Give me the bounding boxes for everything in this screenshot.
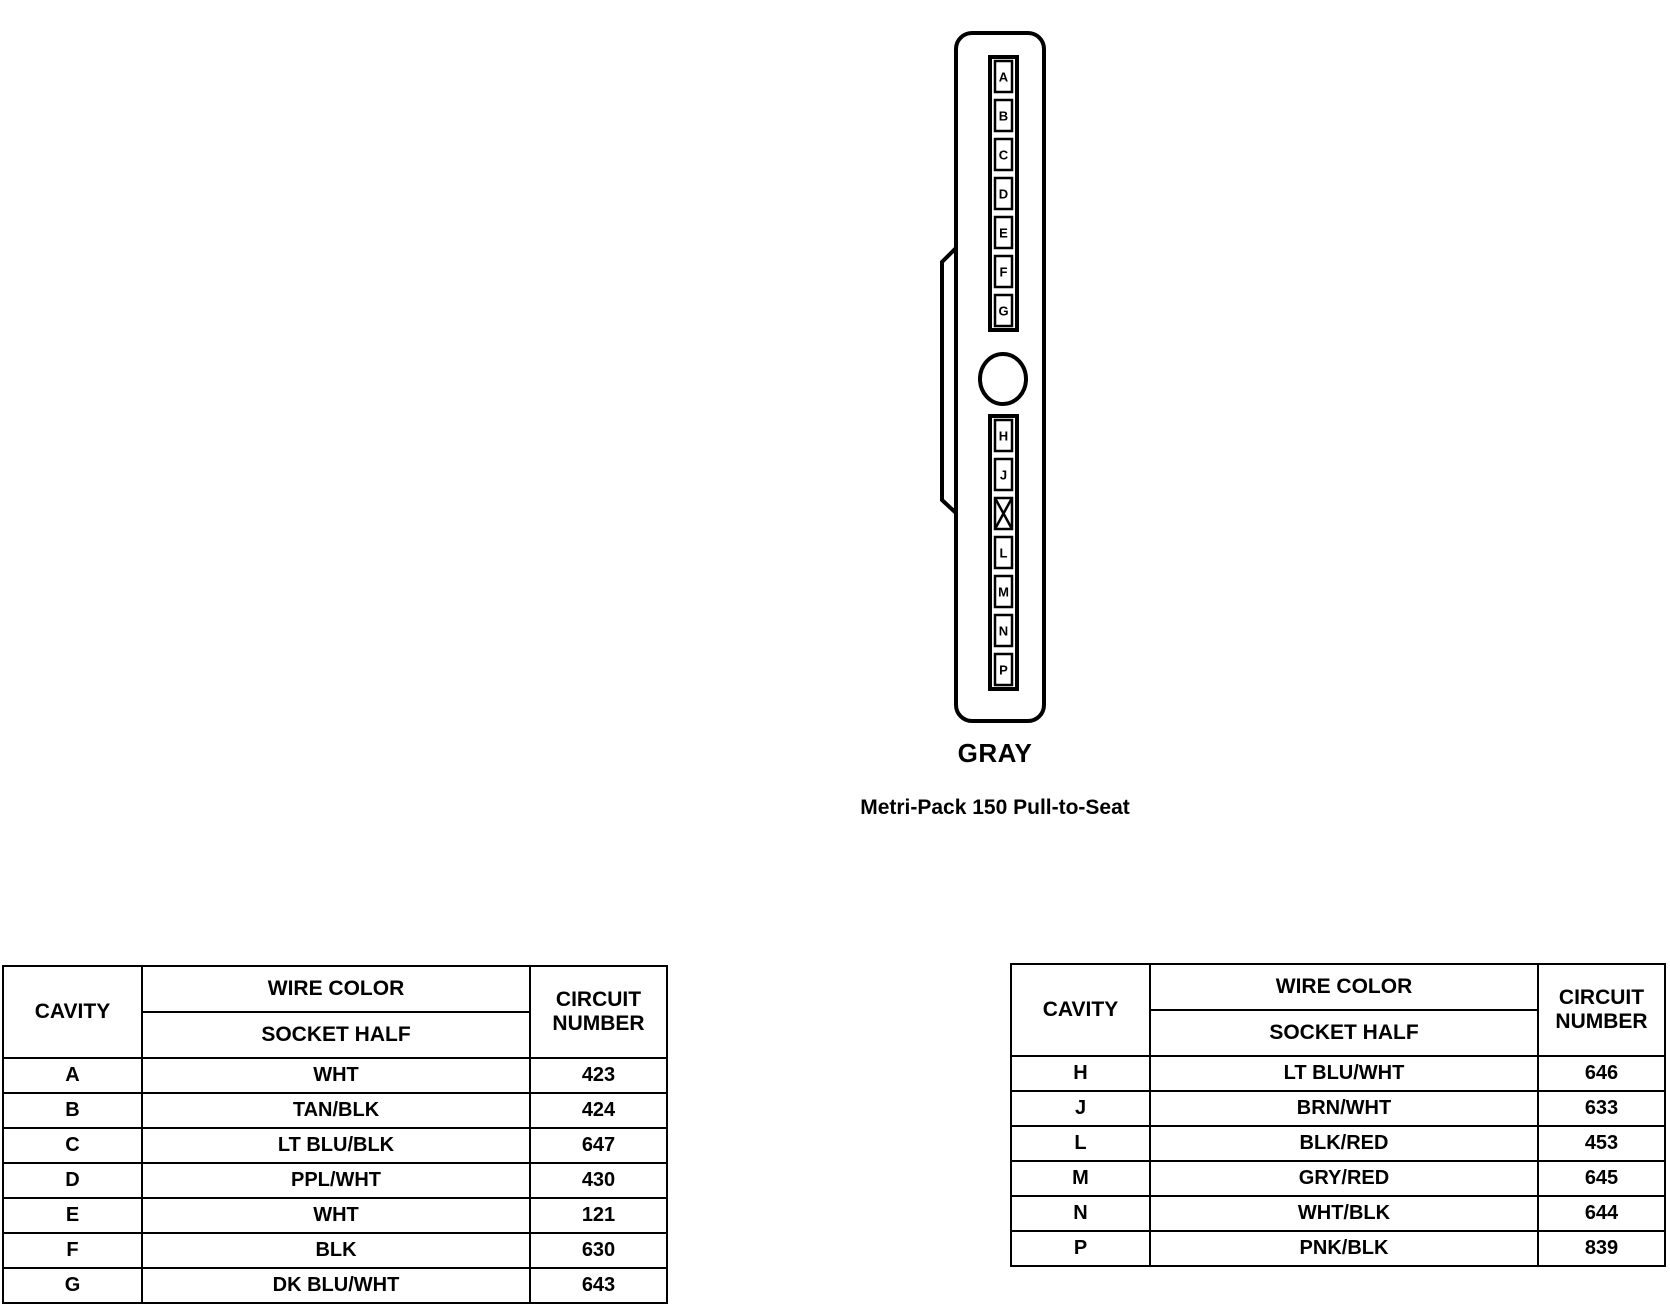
cell-wire-color: WHT bbox=[142, 1058, 530, 1093]
cell-cavity: P bbox=[1011, 1231, 1150, 1266]
cell-circuit: 453 bbox=[1538, 1126, 1665, 1161]
cell-circuit: 644 bbox=[1538, 1196, 1665, 1231]
table-row bbox=[3, 1198, 667, 1233]
table-row bbox=[3, 1128, 667, 1163]
cell-cavity: H bbox=[1011, 1056, 1150, 1091]
header-cavity: CAVITY bbox=[3, 966, 142, 1058]
header-cavity: CAVITY bbox=[1011, 964, 1150, 1056]
cavity-label: B bbox=[998, 108, 1009, 124]
table-row bbox=[1011, 1126, 1665, 1161]
cavity-label: C bbox=[998, 147, 1009, 163]
cell-circuit: 646 bbox=[1538, 1056, 1665, 1091]
lower-cavity-column bbox=[990, 416, 1017, 689]
pinout-table-lower bbox=[1010, 963, 1666, 1267]
cavity-label: G bbox=[998, 303, 1009, 319]
cell-cavity: G bbox=[3, 1268, 142, 1303]
header-socket-half: SOCKET HALF bbox=[142, 1012, 530, 1058]
cell-cavity: L bbox=[1011, 1126, 1150, 1161]
cell-cavity: E bbox=[3, 1198, 142, 1233]
cell-cavity: N bbox=[1011, 1196, 1150, 1231]
cell-cavity: D bbox=[3, 1163, 142, 1198]
table-row bbox=[1011, 1196, 1665, 1231]
table-row bbox=[3, 1268, 667, 1303]
table-row bbox=[3, 1093, 667, 1128]
header-circuit-number bbox=[530, 966, 667, 1058]
cavity-label: J bbox=[999, 467, 1008, 483]
cell-cavity: A bbox=[3, 1058, 142, 1093]
cell-circuit: 633 bbox=[1538, 1091, 1665, 1126]
pinout-table-upper bbox=[2, 965, 668, 1304]
connector-color-label: GRAY bbox=[957, 738, 1033, 768]
cavity-label: P bbox=[999, 662, 1008, 678]
cell-wire-color: LT BLU/BLK bbox=[142, 1128, 530, 1163]
cell-wire-color: PNK/BLK bbox=[1150, 1231, 1538, 1266]
cell-cavity: B bbox=[3, 1093, 142, 1128]
cell-wire-color: DK BLU/WHT bbox=[142, 1268, 530, 1303]
cell-circuit: 121 bbox=[530, 1198, 667, 1233]
cavity-label: N bbox=[998, 623, 1009, 639]
cell-wire-color: PPL/WHT bbox=[142, 1163, 530, 1198]
cell-circuit: 423 bbox=[530, 1058, 667, 1093]
cell-circuit: 645 bbox=[1538, 1161, 1665, 1196]
header-circuit-line1: CIRCUIT bbox=[1558, 986, 1645, 1009]
cell-wire-color: WHT/BLK bbox=[1150, 1196, 1538, 1231]
cell-wire-color: BLK/RED bbox=[1150, 1126, 1538, 1161]
table-row bbox=[1011, 1231, 1665, 1266]
connector-latch bbox=[942, 248, 956, 513]
cavity-label: D bbox=[998, 186, 1009, 202]
table-row bbox=[3, 1163, 667, 1198]
cell-wire-color: WHT bbox=[142, 1198, 530, 1233]
cell-cavity: F bbox=[3, 1233, 142, 1268]
cavity-label: E bbox=[999, 225, 1008, 241]
cell-circuit: 424 bbox=[530, 1093, 667, 1128]
header-circuit-line2: NUMBER bbox=[1555, 1010, 1648, 1033]
header-wire-color: WIRE COLOR bbox=[1150, 964, 1538, 1010]
header-circuit-line2: NUMBER bbox=[552, 1012, 645, 1035]
cell-wire-color: LT BLU/WHT bbox=[1150, 1056, 1538, 1091]
table-row bbox=[1011, 1056, 1665, 1091]
header-wire-color: WIRE COLOR bbox=[142, 966, 530, 1012]
cavity-label: M bbox=[998, 584, 1009, 600]
cavity-label: F bbox=[999, 264, 1008, 280]
header-circuit-line1: CIRCUIT bbox=[555, 988, 642, 1011]
cell-wire-color: TAN/BLK bbox=[142, 1093, 530, 1128]
cell-cavity: J bbox=[1011, 1091, 1150, 1126]
upper-cavity-column bbox=[990, 57, 1017, 330]
cell-circuit: 643 bbox=[530, 1268, 667, 1303]
cavity-label: H bbox=[998, 428, 1009, 444]
cell-wire-color: BRN/WHT bbox=[1150, 1091, 1538, 1126]
cell-cavity: C bbox=[3, 1128, 142, 1163]
cell-wire-color: GRY/RED bbox=[1150, 1161, 1538, 1196]
cell-cavity: M bbox=[1011, 1161, 1150, 1196]
cell-wire-color: BLK bbox=[142, 1233, 530, 1268]
header-circuit-number bbox=[1538, 964, 1665, 1056]
cavity-label: L bbox=[999, 545, 1008, 561]
header-socket-half: SOCKET HALF bbox=[1150, 1010, 1538, 1056]
cell-circuit: 647 bbox=[530, 1128, 667, 1163]
cell-circuit: 839 bbox=[1538, 1231, 1665, 1266]
polarizing-key bbox=[980, 354, 1026, 404]
cell-circuit: 430 bbox=[530, 1163, 667, 1198]
cell-circuit: 630 bbox=[530, 1233, 667, 1268]
table-row bbox=[1011, 1091, 1665, 1126]
table-row bbox=[1011, 1161, 1665, 1196]
connector-type-label: Metri-Pack 150 Pull-to-Seat bbox=[860, 796, 1130, 819]
table-row bbox=[3, 1058, 667, 1093]
table-row bbox=[3, 1233, 667, 1268]
cavity-label: A bbox=[998, 69, 1009, 85]
connector-housing bbox=[956, 33, 1044, 721]
